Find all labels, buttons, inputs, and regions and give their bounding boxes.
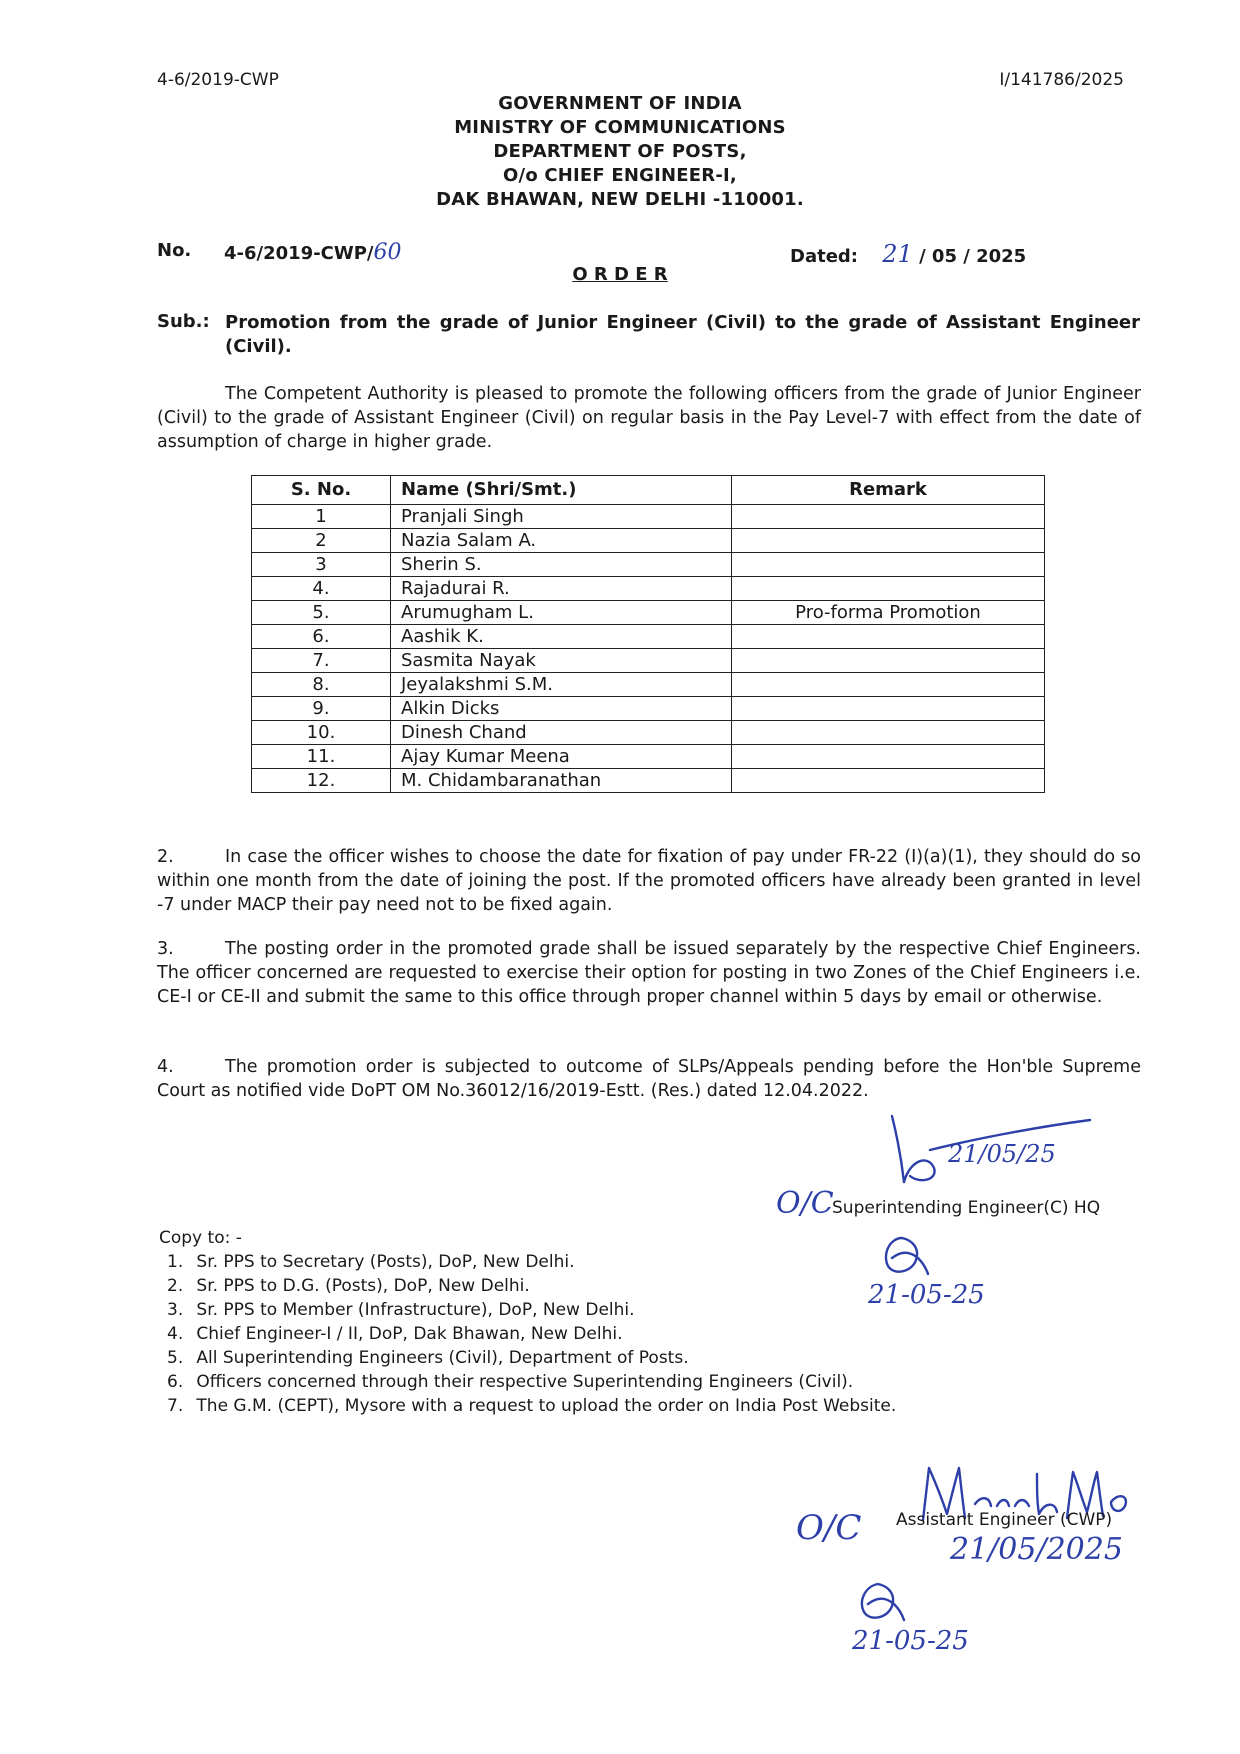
cell-name: Sherin S. — [391, 553, 732, 577]
order-number — [224, 240, 402, 265]
cell-name: Pranjali Singh — [391, 505, 732, 529]
list-item — [167, 1394, 896, 1418]
signatory1-handwritten-prefix: O/C — [776, 1186, 834, 1221]
dated-label: Dated: — [790, 246, 858, 267]
file-reference-right: I/141786/2025 — [999, 70, 1124, 90]
header-line-department: DEPARTMENT OF POSTS, — [493, 141, 747, 162]
table-row — [252, 673, 1045, 697]
paragraph-text: The promotion order is subjected to outcome of SLPs/Appeals pending before the Hon'ble Supreme Court as notified vide DoPT OM No.36012/16/2019-Estt. (Res.) dated 12.04.2022. — [157, 1057, 1141, 1101]
promotion-table — [251, 475, 1045, 793]
list-item-text: Sr. PPS to Secretary (Posts), DoP, New Delhi. — [196, 1252, 575, 1272]
cell-sno: 5. — [252, 601, 391, 625]
dated-month-year: / 05 / 2025 — [919, 246, 1027, 267]
list-item-number: 4. — [167, 1324, 184, 1344]
cell-sno: 10. — [252, 721, 391, 745]
list-item-text: Officers concerned through their respective Superintending Engineers (Civil). — [196, 1372, 854, 1392]
cell-sno: 3 — [252, 553, 391, 577]
table-row — [252, 601, 1045, 625]
list-item-number: 5. — [167, 1348, 184, 1368]
list-item — [167, 1322, 896, 1346]
cell-remark — [732, 745, 1045, 769]
table-row — [252, 505, 1045, 529]
paragraph-number: 2. — [157, 847, 174, 867]
dated-handwritten-day: 21 — [882, 240, 913, 268]
cell-remark — [732, 649, 1045, 673]
table-row — [252, 625, 1045, 649]
header-line-office: O/o CHIEF ENGINEER-I, — [503, 165, 737, 186]
cell-name: Dinesh Chand — [391, 721, 732, 745]
cell-name: Arumugham L. — [391, 601, 732, 625]
intro-paragraph: The Competent Authority is pleased to promote the following officers from the grade of Junior Engineer (Civil) to the grade of Assistant Engineer (Civil) on regular basis in the Pay Level-7 with effect from the date of assumption of charge in higher grade. — [157, 384, 1141, 452]
header-line-ministry: MINISTRY OF COMMUNICATIONS — [454, 117, 786, 138]
list-item — [167, 1370, 896, 1394]
order-number-label: No. — [157, 240, 192, 261]
cell-remark — [732, 673, 1045, 697]
table-row — [252, 577, 1045, 601]
paragraph-court-outcome — [157, 1055, 1141, 1103]
cell-sno: 2 — [252, 529, 391, 553]
cell-sno: 1 — [252, 505, 391, 529]
column-header-remark: Remark — [732, 476, 1045, 505]
cell-name: Jeyalakshmi S.M. — [391, 673, 732, 697]
cell-remark — [732, 625, 1045, 649]
table-row — [252, 553, 1045, 577]
subject-label: Sub.: — [157, 311, 210, 332]
cell-name: Alkin Dicks — [391, 697, 732, 721]
signatory2-handwritten-date-bottom: 21-05-25 — [852, 1626, 969, 1656]
file-reference-left: 4-6/2019-CWP — [157, 70, 279, 90]
table-row — [252, 769, 1045, 793]
table-row — [252, 649, 1045, 673]
cell-name: Nazia Salam A. — [391, 529, 732, 553]
list-item-text: All Superintending Engineers (Civil), Department of Posts. — [196, 1348, 689, 1368]
cell-remark — [732, 721, 1045, 745]
list-item-text: Sr. PPS to D.G. (Posts), DoP, New Delhi. — [196, 1276, 530, 1296]
paragraph-number: 4. — [157, 1057, 174, 1077]
list-item — [167, 1346, 896, 1370]
cell-sno: 7. — [252, 649, 391, 673]
cell-name: Aashik K. — [391, 625, 732, 649]
table-row — [252, 745, 1045, 769]
table-header-row — [252, 476, 1045, 505]
signatory1-handwritten-date-bottom: 21-05-25 — [868, 1280, 985, 1310]
signatory2-handwritten-prefix: O/C — [796, 1508, 862, 1548]
cell-remark — [732, 505, 1045, 529]
cell-sno: 6. — [252, 625, 391, 649]
cell-sno: 8. — [252, 673, 391, 697]
cell-remark: Pro-forma Promotion — [732, 601, 1045, 625]
list-item-text: The G.M. (CEPT), Mysore with a request to upload the order on India Post Website. — [196, 1396, 897, 1416]
list-item-number: 2. — [167, 1276, 184, 1296]
list-item-number: 3. — [167, 1300, 184, 1320]
paragraph-fixation-of-pay — [157, 845, 1141, 917]
header-line-address: DAK BHAWAN, NEW DELHI -110001. — [436, 189, 804, 210]
list-item — [167, 1274, 896, 1298]
cell-remark — [732, 529, 1045, 553]
table-row — [252, 697, 1045, 721]
paragraph-text: In case the officer wishes to choose the date for fixation of pay under FR-22 (I)(a)(1), they should do so within one month from the date of joining the post. If the promoted officers have already been granted in level -7 under MACP their pay need not to be fixed again. — [157, 847, 1141, 915]
cell-sno: 12. — [252, 769, 391, 793]
list-item-text: Sr. PPS to Member (Infrastructure), DoP, New Delhi. — [196, 1300, 635, 1320]
signatory1-designation: Superintending Engineer(C) HQ — [832, 1198, 1101, 1218]
cell-name: Sasmita Nayak — [391, 649, 732, 673]
cell-remark — [732, 553, 1045, 577]
cell-name: Rajadurai R. — [391, 577, 732, 601]
order-title: O R D E R — [572, 264, 668, 285]
initials-assistant-engineer — [850, 1580, 910, 1628]
paragraph-posting-order — [157, 937, 1141, 1009]
list-item — [167, 1298, 896, 1322]
list-item-number: 6. — [167, 1372, 184, 1392]
order-number-handwritten: 60 — [373, 240, 402, 265]
copy-to-label: Copy to: - — [159, 1228, 242, 1248]
table-row — [252, 529, 1045, 553]
cell-sno: 9. — [252, 697, 391, 721]
cell-remark — [732, 577, 1045, 601]
order-number-printed: 4-6/2019-CWP/ — [224, 243, 374, 264]
paragraph-text: The posting order in the promoted grade shall be issued separately by the respective Chief Engineers. The officer concerned are requested to exercise their option for posting in two Zones of the Chief Engineers i.e. CE-I or CE-II and submit the same to this office through proper channel within 5 days by email or otherwise. — [157, 939, 1141, 1007]
list-item-text: Chief Engineer-I / II, DoP, Dak Bhawan, New Delhi. — [196, 1324, 623, 1344]
column-header-name: Name (Shri/Smt.) — [391, 476, 732, 505]
table-row — [252, 721, 1045, 745]
signatory1-handwritten-date-top: 21/05/25 — [948, 1140, 1056, 1168]
document-header — [0, 92, 1240, 212]
cell-name: M. Chidambaranathan — [391, 769, 732, 793]
cell-remark — [732, 769, 1045, 793]
signatory2-handwritten-date-top: 21/05/2025 — [950, 1532, 1123, 1567]
list-item-number: 1. — [167, 1252, 184, 1272]
header-line-government: GOVERNMENT OF INDIA — [498, 93, 742, 114]
paragraph-number: 3. — [157, 939, 174, 959]
column-header-sno: S. No. — [252, 476, 391, 505]
cell-sno: 11. — [252, 745, 391, 769]
cell-sno: 4. — [252, 577, 391, 601]
copy-to-list — [167, 1250, 896, 1418]
cell-name: Ajay Kumar Meena — [391, 745, 732, 769]
signatory2-designation: Assistant Engineer (CWP) — [896, 1510, 1113, 1530]
list-item — [167, 1250, 896, 1274]
cell-remark — [732, 697, 1045, 721]
subject-text: Promotion from the grade of Junior Engineer (Civil) to the grade of Assistant Engineer (Civil). — [225, 312, 1140, 357]
list-item-number: 7. — [167, 1396, 184, 1416]
